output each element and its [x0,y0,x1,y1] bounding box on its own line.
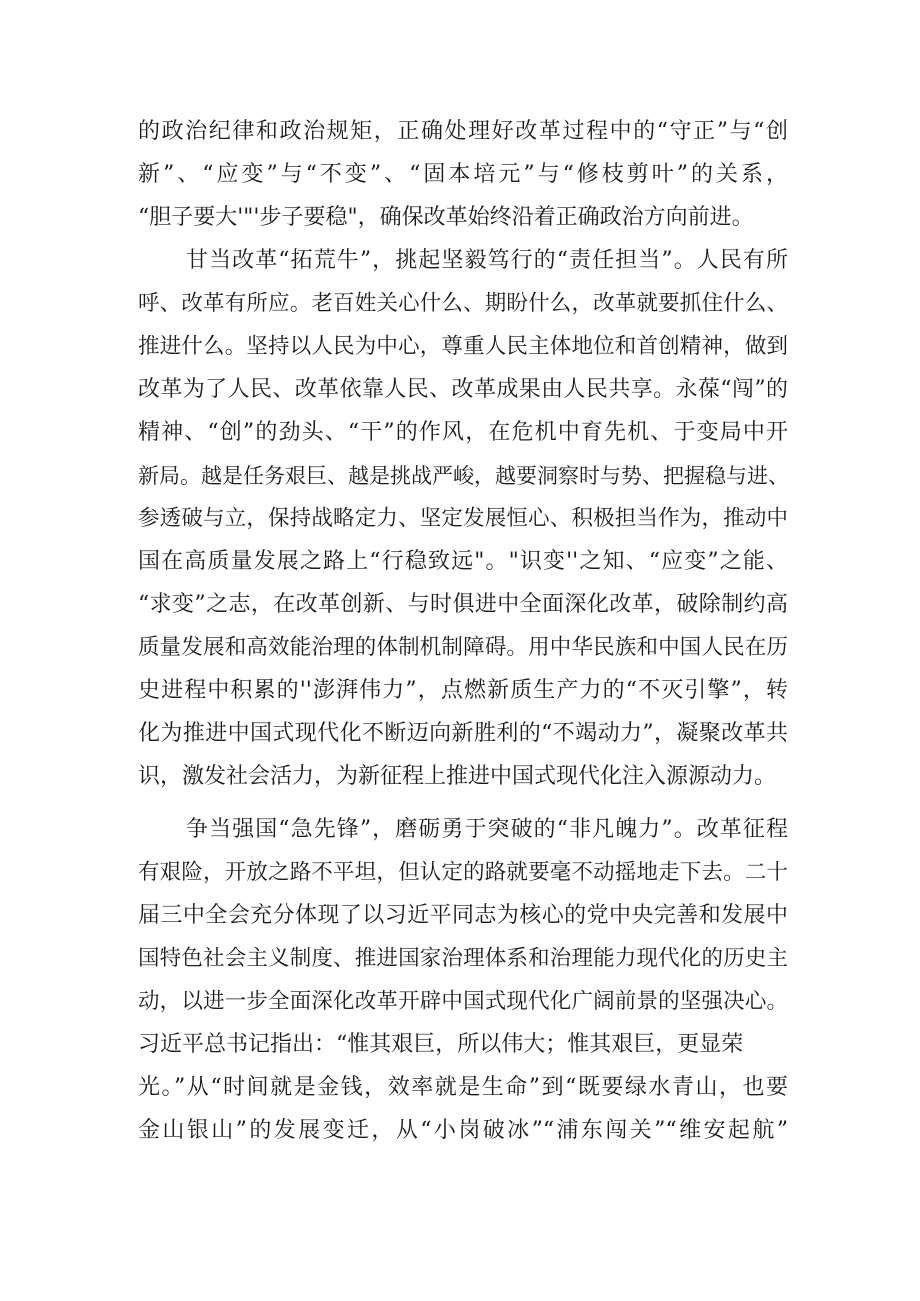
text-line: 史进程中积累的''澎湃伟力”，点燃新质生产力的“不灭引擎”，转 [138,678,788,703]
text-line: 新”、“应变”与“不变”、“固本培元”与“修枝剪叶”的关系， [138,162,788,187]
text-line: 改革为了人民、改革依靠人民、改革成果由人民共享。永葆“闯”的 [138,377,788,402]
text-line: 推进什么。坚持以人民为中心，尊重人民主体地位和首创精神，做到 [138,334,788,359]
text-line: “胆子要大'"'步子要稳"，确保改革始终沿着正确政治方向前进。 [138,205,754,230]
text-line: 动，以进一步全面深化改革开辟中国式现代化广阔前景的坚强决心。 [138,989,788,1014]
text-line: 化为推进中国式现代化不断迈向新胜利的“不竭动力”，凝聚改革共 [138,721,788,746]
text-line: 届三中全会充分体现了以习近平同志为核心的党中央完善和发展中 [138,903,788,928]
text-line: 习近平总书记指出：“惟其艰巨，所以伟大；惟其艰巨，更显荣 [138,1032,744,1057]
text-line: 质量发展和高效能治理的体制机制障碍。用中华民族和中国人民在历 [138,635,788,660]
text-line: 参透破与立，保持战略定力、坚定发展恒心、积极担当作为，推动中 [138,506,788,531]
text-line: 识，激发社会活力，为新征程上推进中国式现代化注入源源动力。 [138,764,777,789]
text-line: 国特色社会主义制度、推进国家治理体系和治理能力现代化的历史主 [138,946,788,971]
text-line: 甘当改革“拓荒牛”，挑起坚毅笃行的“责任担当”。人民有所 [186,248,788,273]
text-line: 的政治纪律和政治规矩，正确处理好改革过程中的“守正”与“创 [138,119,788,144]
text-line: 呼、改革有所应。老百姓关心什么、期盼什么，改革就要抓住什么、 [138,291,788,316]
text-line: 精神、“创”的劲头、“干”的作风，在危机中育先机、于变局中开 [138,420,788,445]
text-line: 争当强国“急先锋”，磨砺勇于突破的“非凡魄力”。改革征程 [186,817,788,842]
text-line: 新局。越是任务艰巨、越是挑战严峻，越要洞察时与势、把握稳与进、 [138,464,789,488]
text-line: 金山银山”的发展变迁，从“小岗破冰”“浦东闯关”“维安起航” [138,1118,788,1143]
text-line: 光。”从“时间就是金钱，效率就是生命”到“既要绿水青山，也要 [138,1075,788,1100]
text-line: 有艰险，开放之路不平坦，但认定的路就要毫不动摇地走下去。二十 [138,860,788,885]
text-line: 国在高质量发展之路上“行稳致远"。"识变''之知、“应变”之能、 [138,549,788,574]
text-line: “求变”之志，在改革创新、与时俱进中全面深化改革，破除制约高 [138,592,788,617]
